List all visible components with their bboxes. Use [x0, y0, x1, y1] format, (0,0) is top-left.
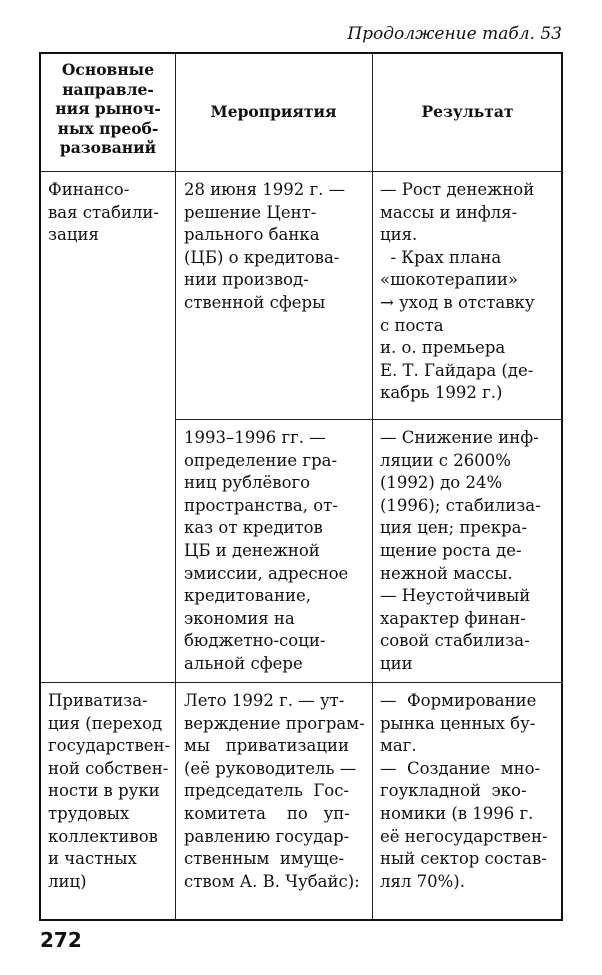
cell-direction: Приватиза- ция (переход государствен- ной собствен- ности в руки трудовых коллективов и частных лиц): [48, 691, 171, 891]
cell-measure: 1993–1996 гг. — определение гра- ниц рублёвого пространства, от- каз от кредитов ЦБ и денежной эмиссии, адресное кредитование, экономия на бюджетно-соци- альной сфере: [184, 428, 349, 673]
cell-measure: 28 июня 1992 г. — решение Цент- рального банка (ЦБ) о кредитова- нии производ- ственной сферы: [184, 180, 346, 312]
cell-result: — Рост денежной массы и инфля- ция. - Крах плана «шокотерапии» → уход в отставку с поста и. о. премьера Е. Т. Гайдара (де- кабрь 1992 г.): [380, 180, 535, 403]
page-number: 272: [40, 928, 82, 952]
header-result: Результат: [421, 102, 514, 121]
table-caption: Продолжение табл. 53: [347, 24, 562, 44]
header-directions: Основные направле- ния рыноч- ных преоб- разований: [55, 60, 161, 157]
row-divider-2: [41, 682, 561, 683]
cell-result: — Снижение инф- ляции с 2600% (1992) до 24% (1996); стабилиза- ция цен; прекра- щение роста де- нежной массы. — Неустойчивый характер финан- совой стабилиза- ции: [380, 428, 541, 673]
column-divider-1: [175, 54, 176, 919]
header-measures: Мероприятия: [210, 102, 337, 121]
cell-direction: Финансо- вая стабили- зация: [48, 180, 159, 245]
data-table: [39, 52, 563, 921]
cell-measure: Лето 1992 г. — ут- верждение програм- мы приватизации (её руководитель — председатель Гос- комитета по уп- равлению государ- ственным имуще- ством А. В. Чубайс):: [184, 691, 365, 891]
column-divider-2: [372, 54, 373, 919]
header-divider: [41, 171, 561, 172]
cell-result: — Формирование рынка ценных бу- маг. — Создание мно- гоукладной эко- номики (в 1996 г. её негосударствен- ный сектор состав- лял 70%).: [380, 691, 548, 891]
row-divider-1: [175, 419, 561, 420]
